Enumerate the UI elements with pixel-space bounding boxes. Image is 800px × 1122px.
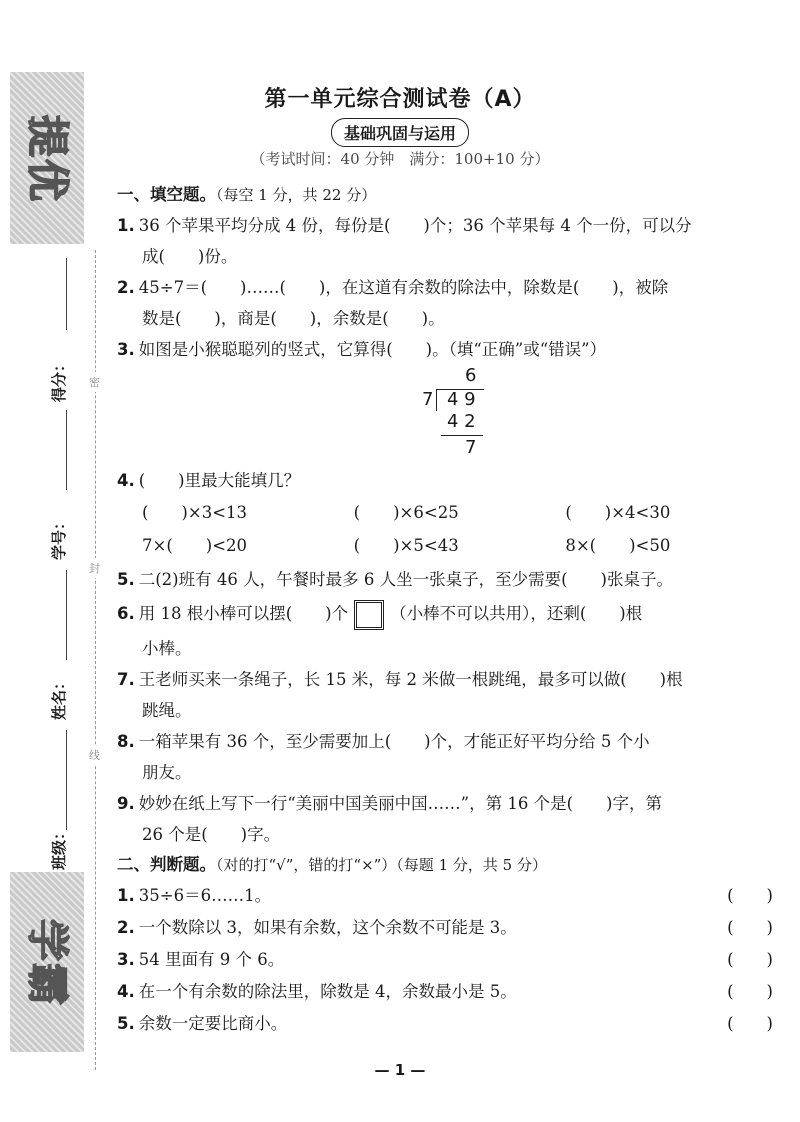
page-title: 第一单元综合测试卷（A） xyxy=(264,87,536,112)
judge-item-1: 1. 35÷6＝6……1。 ( ) xyxy=(117,880,777,912)
question-4-row-2: 7×( )<20 ( )×5<43 8×( )<50 xyxy=(142,536,671,555)
question-1-continued: 成( )份。 xyxy=(142,247,238,266)
question-8: 8. 一箱苹果有 36 个，至少需要加上( )个，才能正好平均分给 5 个小 xyxy=(117,732,650,751)
fold-char-xian: 线 xyxy=(89,745,100,765)
question-2-continued: 数是( )，商是( )，余数是( )。 xyxy=(142,309,445,328)
class-line xyxy=(66,730,67,830)
answer-bracket: ( ) xyxy=(727,886,773,905)
answer-bracket: ( ) xyxy=(727,1014,773,1033)
number-label: 学号： xyxy=(50,514,68,560)
fold-char-feng: 封 xyxy=(89,558,100,578)
division-divisor: 7 xyxy=(422,389,434,410)
question-4-row-1: ( )×3<13 ( )×6<25 ( )×4<30 xyxy=(142,503,671,522)
division-dividend: 4 9 xyxy=(447,389,476,410)
division-product: 4 2 xyxy=(447,411,476,432)
answer-bracket: ( ) xyxy=(727,982,773,1001)
long-division-figure xyxy=(117,365,777,465)
question-6-continued: 小棒。 xyxy=(142,639,192,658)
square-sticks-icon xyxy=(354,600,384,630)
question-1: 1. 36 个苹果平均分成 4 份，每份是( )个；36 个苹果每 4 个一份，可以分 xyxy=(117,216,692,235)
number-line xyxy=(66,410,67,490)
question-8-continued: 朋友。 xyxy=(142,763,192,782)
exam-info: （考试时间：40 分钟 满分：100+10 分） xyxy=(250,150,550,168)
name-label: 姓名： xyxy=(50,674,68,720)
name-line xyxy=(66,570,67,660)
exam-content xyxy=(117,180,777,1040)
division-quotient: 6 xyxy=(465,365,477,386)
question-4: 4. ( )里最大能填几？ xyxy=(117,471,301,490)
question-2: 2. 45÷7＝( )……( )，在这道有余数的除法中，除数是( )，被除 xyxy=(117,278,669,297)
judge-item-3: 3. 54 里面有 9 个 6。 ( ) xyxy=(117,944,777,976)
question-7-continued: 跳绳。 xyxy=(142,701,192,720)
answer-bracket: ( ) xyxy=(727,950,773,969)
page-subtitle: 基础巩固与运用 xyxy=(331,118,469,147)
division-remainder: 7 xyxy=(465,437,477,458)
page-number: — 1 — xyxy=(374,1061,426,1079)
badge-bottom-logo: 学 霸 xyxy=(10,872,84,1052)
badge-top-logo: 提 优 xyxy=(10,72,84,244)
judge-item-4: 4. 在一个有余数的除法里，除数是 4，余数最小是 5。 ( ) xyxy=(117,976,777,1008)
fold-char-mi: 密 xyxy=(89,372,100,392)
section-heading-fill-in: 一、填空题。（每空 1 分，共 22 分） xyxy=(117,185,377,204)
question-7: 7. 王老师买来一条绳子，长 15 米，每 2 米做一根跳绳，最多可以做( )根 xyxy=(117,670,683,689)
question-9-continued: 26 个是( )字。 xyxy=(142,825,281,844)
division-subtract-line xyxy=(441,435,483,436)
class-label: 班级： xyxy=(50,824,68,870)
score-line xyxy=(66,258,67,330)
judge-item-2: 2. 一个数除以 3，如果有余数，这个余数不可能是 3。 ( ) xyxy=(117,912,777,944)
answer-bracket: ( ) xyxy=(727,918,773,937)
question-6: 6. 用 18 根小棒可以摆( )个 （小棒不可以共用），还剩( )根 xyxy=(117,595,777,633)
question-3: 3. 如图是小猴聪聪列的竖式，它算得( )。（填“正确”或“错误”） xyxy=(117,340,607,359)
division-bracket xyxy=(436,389,437,411)
score-label: 得分： xyxy=(50,356,68,402)
section-heading-true-false: 二、判断题。（对的打“√”，错的打“×”）（每题 1 分，共 5 分） xyxy=(117,855,547,874)
question-5: 5. 二(2)班有 46 人，午餐时最多 6 人坐一张桌子，至少需要( )张桌子。 xyxy=(117,570,673,589)
judge-item-5: 5. 余数一定要比商小。 ( ) xyxy=(117,1008,777,1040)
question-9: 9. 妙妙在纸上写下一行“美丽中国美丽中国……”，第 16 个是( )字，第 xyxy=(117,794,662,813)
